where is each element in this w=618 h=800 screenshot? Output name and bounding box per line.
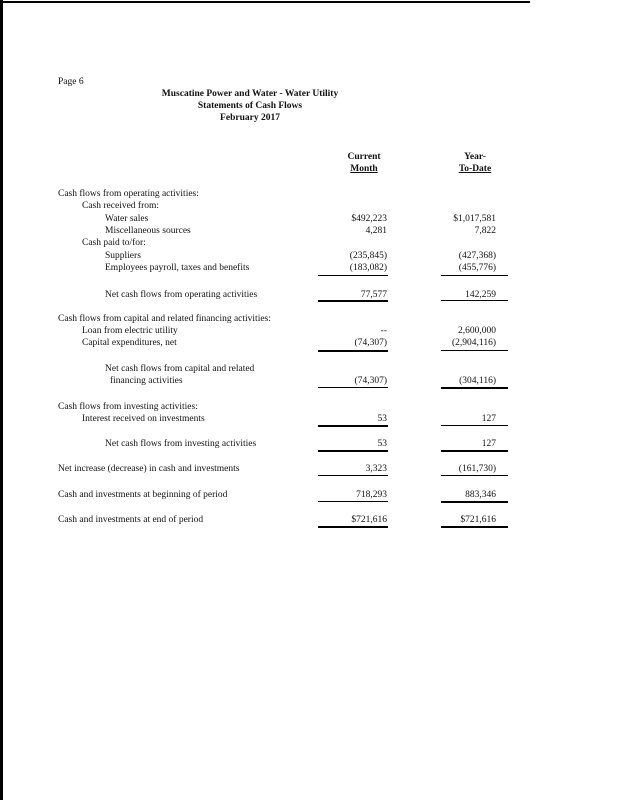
- report-period: February 2017: [220, 113, 280, 123]
- net-operating-label: Net cash flows from operating activities: [105, 290, 258, 300]
- employees-current: (183,082): [349, 263, 387, 273]
- suppliers-current: (235,845): [349, 251, 387, 261]
- interest-label: Interest received on investments: [82, 414, 205, 424]
- loan-label: Loan from electric utility: [82, 326, 178, 336]
- net-capital-ytd: (304,116): [459, 376, 496, 386]
- report-title: Muscatine Power and Water - Water Utility: [161, 89, 339, 99]
- report-subtitle: Statements of Cash Flows: [197, 101, 303, 111]
- net-capital-current: (74,307): [354, 376, 387, 386]
- loan-ytd: 2,600,000: [458, 326, 496, 336]
- rule-interest-current: [318, 425, 388, 427]
- net-change-current: 3,323: [365, 464, 387, 474]
- rule-capex-ytd: [441, 350, 508, 351]
- rule-net-investing-ytd: [441, 450, 508, 452]
- suppliers-label: Suppliers: [105, 251, 141, 261]
- suppliers-ytd: (427,368): [458, 251, 496, 261]
- cash-paid-heading: Cash paid to/for:: [82, 238, 146, 248]
- net-investing-ytd: 127: [481, 439, 496, 449]
- investing-heading: Cash flows from investing activities:: [58, 402, 198, 412]
- rule-operating-ytd: [441, 275, 508, 276]
- net-operating-current: 77,577: [360, 290, 387, 300]
- rule-interest-ytd: [441, 425, 508, 426]
- rule-operating-current: [318, 275, 388, 276]
- water-sales-label: Water sales: [105, 214, 149, 224]
- loan-current: --: [380, 326, 387, 336]
- page-top-border: [0, 1, 530, 3]
- net-investing-label: Net cash flows from investing activities: [105, 439, 257, 449]
- employees-label: Employees payroll, taxes and benefits: [105, 263, 250, 273]
- capex-current: (74,307): [354, 338, 387, 348]
- beginning-balance-label: Cash and investments at beginning of period: [58, 490, 228, 500]
- rule-net-investing-current: [318, 450, 388, 452]
- rule-net-operating-current: [318, 300, 388, 302]
- rule-ending-current: [318, 526, 388, 528]
- water-sales-current: $492,223: [351, 214, 387, 224]
- misc-sources-label: Miscellaneous sources: [105, 226, 191, 236]
- water-sales-ytd: $1,017,581: [453, 214, 496, 224]
- net-operating-ytd: 142,259: [465, 290, 496, 300]
- interest-current: 53: [377, 414, 387, 424]
- net-change-label: Net increase (decrease) in cash and investments: [58, 464, 240, 474]
- page-number: Page 6: [58, 77, 84, 87]
- net-change-ytd: (161,730): [458, 464, 496, 474]
- capex-label: Capital expenditures, net: [82, 338, 177, 348]
- rule-net-change-current: [318, 475, 388, 476]
- rule-net-capital-ytd: [441, 387, 508, 389]
- net-investing-current: 53: [377, 439, 387, 449]
- column-header-current-line2: Month: [350, 164, 378, 174]
- beginning-balance-ytd: 883,346: [465, 490, 496, 500]
- misc-sources-current: 4,281: [365, 226, 387, 236]
- column-header-current-line1: Current: [347, 152, 381, 162]
- rule-beginning-current: [318, 501, 388, 502]
- operating-heading: Cash flows from operating activities:: [58, 189, 199, 199]
- net-capital-label-line2: financing activities: [110, 376, 183, 386]
- misc-sources-ytd: 7,822: [474, 226, 496, 236]
- rule-beginning-ytd: [441, 501, 508, 503]
- net-capital-label-line1: Net cash flows from capital and related: [105, 364, 255, 374]
- column-header-ytd-line1: Year-: [464, 152, 486, 162]
- ending-balance-current: $721,616: [351, 515, 387, 525]
- cash-received-heading: Cash received from:: [82, 201, 160, 211]
- rule-capex-current: [318, 350, 388, 352]
- beginning-balance-current: 718,293: [356, 490, 387, 500]
- ending-balance-label: Cash and investments at end of period: [58, 515, 204, 525]
- rule-ending-ytd: [441, 526, 508, 528]
- capital-financing-heading: Cash flows from capital and related financing activities:: [58, 314, 271, 324]
- capex-ytd: (2,904,116): [452, 338, 496, 348]
- ending-balance-ytd: $721,616: [460, 515, 496, 525]
- employees-ytd: (455,776): [458, 263, 496, 273]
- interest-ytd: 127: [481, 414, 496, 424]
- rule-net-capital-current: [318, 387, 388, 388]
- rule-net-change-ytd: [441, 475, 508, 476]
- rule-net-operating-ytd: [441, 300, 508, 301]
- column-header-ytd-line2: To-Date: [458, 164, 492, 174]
